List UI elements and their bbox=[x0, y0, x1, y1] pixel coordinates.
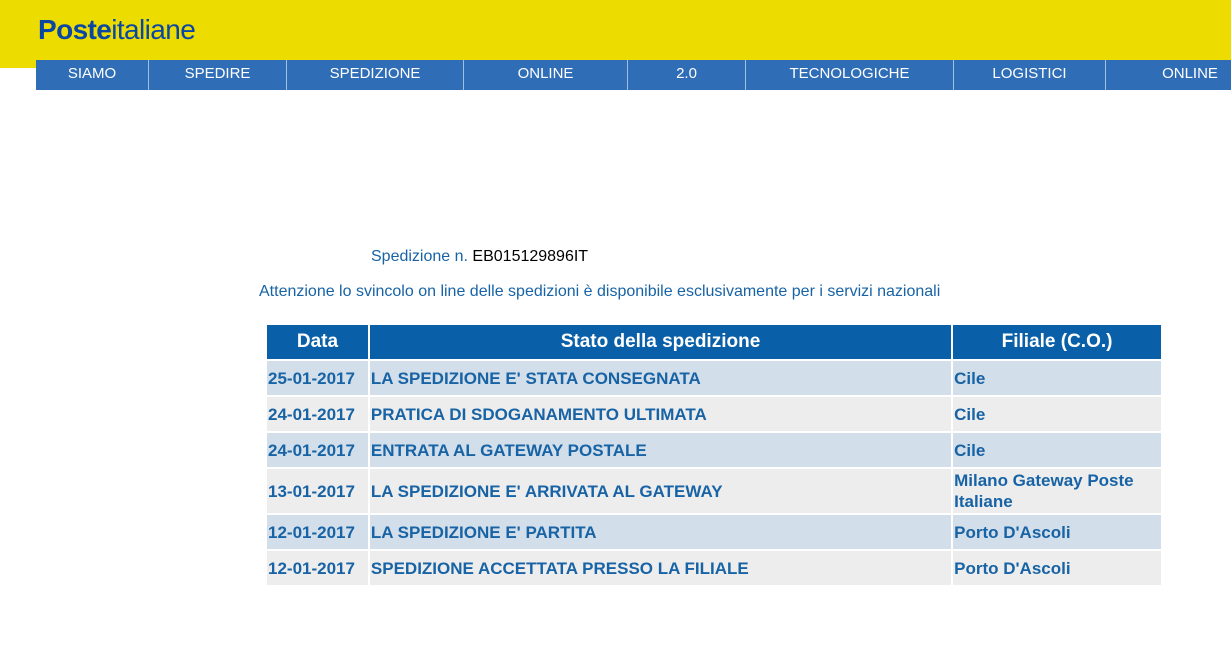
poste-italiane-logo[interactable] bbox=[38, 12, 195, 48]
row-branch: Porto D'Ascoli bbox=[953, 515, 1161, 549]
row-status: PRATICA DI SDOGANAMENTO ULTIMATA bbox=[370, 397, 951, 431]
row-status: SPEDIZIONE ACCETTATA PRESSO LA FILIALE bbox=[370, 551, 951, 585]
row-date: 25-01-2017 bbox=[267, 361, 368, 395]
shipment-number-line bbox=[371, 248, 588, 266]
row-date: 13-01-2017 bbox=[267, 469, 368, 513]
row-date: 12-01-2017 bbox=[267, 551, 368, 585]
row-branch: Milano Gateway Poste Italiane bbox=[953, 469, 1161, 513]
table-row bbox=[267, 361, 1161, 395]
table-header-row bbox=[267, 325, 1161, 359]
table-row bbox=[267, 515, 1161, 549]
nav-item-logistici[interactable]: LOGISTICI bbox=[954, 60, 1106, 90]
row-branch: Cile bbox=[953, 433, 1161, 467]
row-status: LA SPEDIZIONE E' STATA CONSEGNATA bbox=[370, 361, 951, 395]
column-header-status: Stato della spedizione bbox=[370, 325, 951, 359]
row-date: 12-01-2017 bbox=[267, 515, 368, 549]
logo-text-bold: Poste bbox=[38, 14, 112, 45]
nav-item-spedire[interactable]: SPEDIRE bbox=[149, 60, 287, 90]
logo-text-light: italiane bbox=[111, 14, 196, 45]
main-navigation bbox=[36, 60, 1231, 90]
row-branch: Cile bbox=[953, 361, 1161, 395]
column-header-branch: Filiale (C.O.) bbox=[953, 325, 1161, 359]
nav-item-online-2[interactable]: ONLINE bbox=[1162, 65, 1218, 82]
row-status: LA SPEDIZIONE E' PARTITA bbox=[370, 515, 951, 549]
nav-item-tecnologiche[interactable]: TECNOLOGICHE bbox=[746, 60, 954, 90]
table-row bbox=[267, 469, 1161, 513]
tracking-table bbox=[265, 323, 1163, 587]
nav-item-online[interactable]: ONLINE bbox=[464, 60, 628, 90]
nav-item-siamo[interactable]: SIAMO bbox=[36, 60, 149, 90]
table-row bbox=[267, 397, 1161, 431]
shipment-number: EB015129896IT bbox=[472, 248, 589, 265]
row-branch: Porto D'Ascoli bbox=[953, 551, 1161, 585]
row-date: 24-01-2017 bbox=[267, 433, 368, 467]
release-notice: Attenzione lo svincolo on line delle spedizioni è disponibile esclusivamente per i servizi nazionali bbox=[259, 283, 941, 300]
nav-item-2-0[interactable]: 2.0 bbox=[628, 60, 746, 90]
row-date: 24-01-2017 bbox=[267, 397, 368, 431]
row-status: LA SPEDIZIONE E' ARRIVATA AL GATEWAY bbox=[370, 469, 951, 513]
table-row bbox=[267, 551, 1161, 585]
site-header bbox=[0, 0, 1231, 68]
column-header-date: Data bbox=[267, 325, 368, 359]
row-status: ENTRATA AL GATEWAY POSTALE bbox=[370, 433, 951, 467]
row-branch: Cile bbox=[953, 397, 1161, 431]
nav-item-spedizione[interactable]: SPEDIZIONE bbox=[287, 60, 464, 90]
shipment-label: Spedizione n. bbox=[371, 248, 468, 265]
table-row bbox=[267, 433, 1161, 467]
